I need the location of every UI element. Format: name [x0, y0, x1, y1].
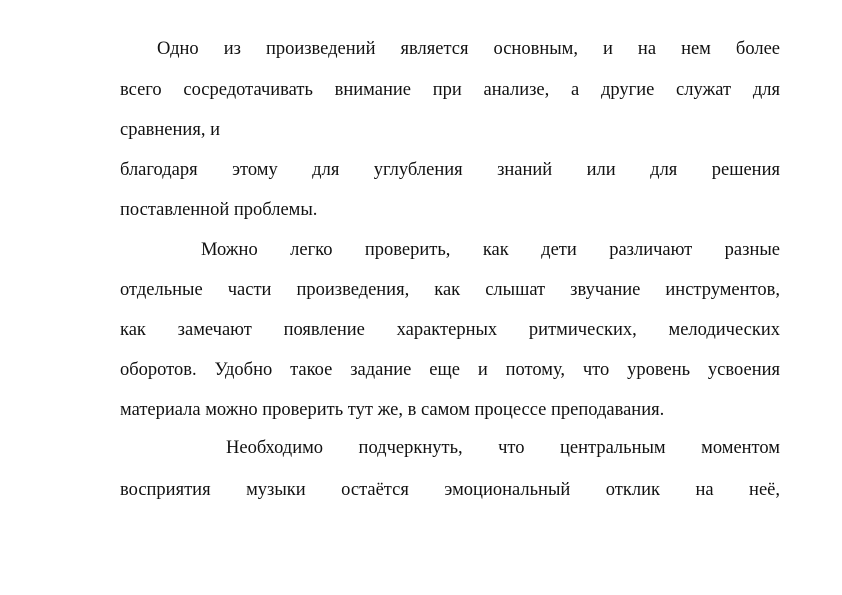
text-line-7: отдельные части произведения, как слышат звучание инструментов, — [120, 280, 780, 300]
text-line-3: сравнения, и — [120, 120, 220, 140]
text-line-9: оборотов. Удобно такое задание еще и потому, что уровень усвоения — [120, 360, 780, 380]
text-line-5: поставленной проблемы. — [120, 200, 318, 220]
text-line-11: Необходимо подчеркнуть, что центральным моментом — [226, 438, 780, 458]
text-line-4: благодаря этому для углубления знаний или для решения — [120, 160, 780, 180]
text-line-6: Можно легко проверить, как дети различают разные — [201, 240, 780, 260]
text-line-8: как замечают появление характерных ритмических, мелодических — [120, 320, 780, 340]
text-line-2: всего сосредотачивать внимание при анализе, а другие служат для — [120, 80, 780, 100]
text-line-10: материала можно проверить тут же, в самом процессе преподавания. — [120, 400, 665, 420]
text-line-1: Одно из произведений является основным, и на нем более — [157, 39, 780, 59]
text-line-12: восприятия музыки остаётся эмоциональный отклик на неё, — [120, 480, 780, 500]
